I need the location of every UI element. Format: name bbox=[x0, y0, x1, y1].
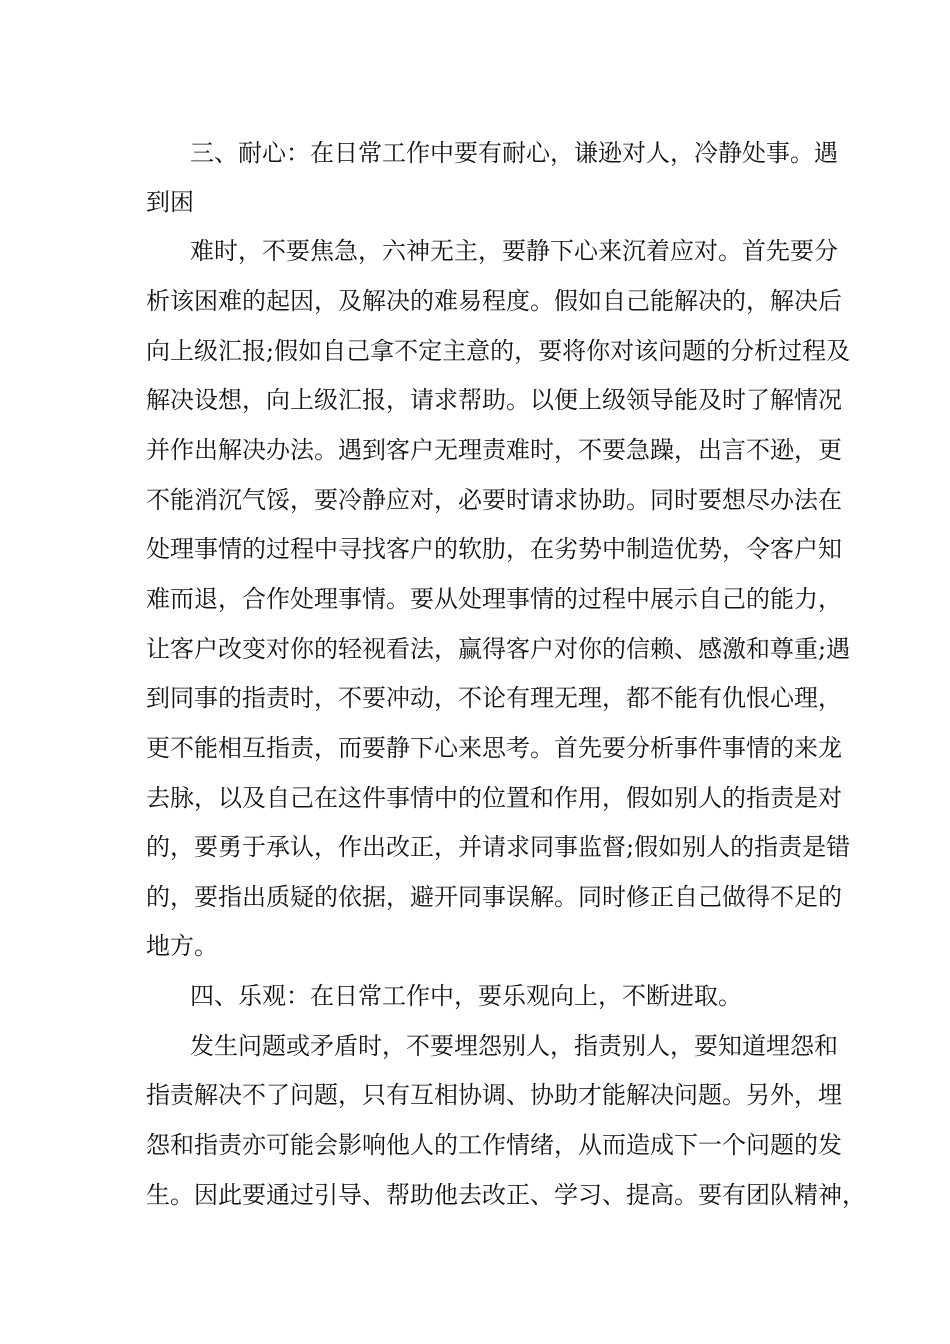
text-line: 指责解决不了问题，只有互相协调、协助才能解决问题。另外，埋 bbox=[146, 1081, 842, 1109]
text-line: 并作出解决办法。遇到客户无理责难时，不要急躁，出言不逊，更 bbox=[146, 436, 842, 464]
text-line: 怨和指责亦可能会影响他人的工作情绪，从而造成下一个问题的发 bbox=[146, 1131, 842, 1159]
text-line: 到困 bbox=[146, 188, 194, 216]
text-line: 难时，不要焦急，六神无主，要静下心来沉着应对。首先要分 bbox=[190, 237, 838, 265]
text-line: 难而退，合作处理事情。要从处理事情的过程中展示自己的能力， bbox=[146, 585, 842, 613]
text-line: 处理事情的过程中寻找客户的软肋，在劣势中制造优势，令客户知 bbox=[146, 535, 842, 563]
text-line: 去脉，以及自己在这件事情中的位置和作用，假如别人的指责是对 bbox=[146, 784, 842, 812]
text-line: 向上级汇报;假如自己拿不定主意的，要将你对该问题的分析过程及 bbox=[146, 337, 851, 365]
text-line: 四、乐观：在日常工作中，要乐观向上，不断进取。 bbox=[190, 982, 742, 1010]
text-line: 地方。 bbox=[146, 932, 218, 960]
text-line: 生。因此要通过引导、帮助他去改正、学习、提高。要有团队精神， bbox=[146, 1181, 866, 1209]
text-line: 到同事的指责时，不要冲动，不论有理无理，都不能有仇恨心理， bbox=[146, 684, 842, 712]
text-line: 发生问题或矛盾时，不要埋怨别人，指责别人，要知道埋怨和 bbox=[190, 1032, 838, 1060]
text-line: 解决设想，向上级汇报，请求帮助。以便上级领导能及时了解情况 bbox=[146, 386, 842, 414]
text-line: 析该困难的起因，及解决的难易程度。假如自己能解决的，解决后 bbox=[146, 287, 842, 315]
text-line: 不能消沉气馁，要冷静应对，必要时请求协助。同时要想尽办法在 bbox=[146, 486, 842, 514]
text-line: 的，要勇于承认，作出改正，并请求同事监督;假如别人的指责是错 bbox=[146, 833, 851, 861]
text-line: 三、耐心：在日常工作中要有耐心，谦逊对人，冷静处事。遇 bbox=[190, 139, 838, 167]
text-line: 的，要指出质疑的依据，避开同事误解。同时修正自己做得不足的 bbox=[146, 883, 842, 911]
text-line: 更不能相互指责，而要静下心来思考。首先要分析事件事情的来龙 bbox=[146, 734, 842, 762]
text-line: 让客户改变对你的轻视看法，赢得客户对你的信赖、感激和尊重;遇 bbox=[146, 635, 851, 663]
